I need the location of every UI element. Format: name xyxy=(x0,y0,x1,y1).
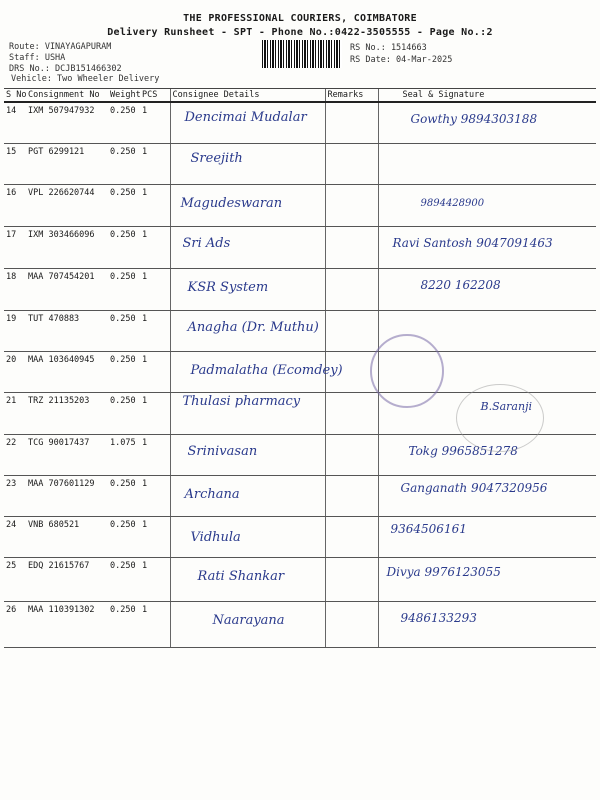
row-consignee xyxy=(170,226,325,268)
row-signature xyxy=(378,226,596,268)
row-remarks xyxy=(325,184,378,226)
col-pcs: PCS xyxy=(140,89,170,103)
vehicle-label: Vehicle: Two Wheeler Delivery xyxy=(11,74,160,84)
staff-label: Staff: USHA xyxy=(9,53,66,63)
row-pcs: 1 xyxy=(140,557,170,601)
row-sno: 26 xyxy=(4,601,26,647)
table-row xyxy=(4,310,596,351)
row-remarks xyxy=(325,475,378,516)
row-pcs: 1 xyxy=(140,434,170,475)
row-consignment: TRZ 21135203 xyxy=(26,392,108,434)
consignee-handwriting: Srinivasan xyxy=(187,443,258,459)
row-sno: 16 xyxy=(4,184,26,226)
row-signature xyxy=(378,268,596,310)
consignee-handwriting: Padmalatha (Ecomdey) xyxy=(190,362,343,378)
row-consignment: MAA 103640945 xyxy=(26,351,108,392)
row-remarks xyxy=(325,268,378,310)
row-consignment: TUT 470883 xyxy=(26,310,108,351)
row-weight: 0.250 xyxy=(108,184,140,226)
company-seal-stamp xyxy=(370,334,444,408)
row-sno: 21 xyxy=(4,392,26,434)
row-weight: 0.250 xyxy=(108,351,140,392)
row-consignee xyxy=(170,184,325,226)
row-consignee xyxy=(170,475,325,516)
row-consignee xyxy=(170,516,325,557)
row-consignee xyxy=(170,601,325,647)
col-sno: S No xyxy=(6,90,27,100)
row-pcs: 1 xyxy=(140,601,170,647)
row-consignee xyxy=(170,102,325,143)
runsheet-table xyxy=(4,88,596,648)
col-seal: Seal & Signature xyxy=(378,89,596,103)
row-pcs: 1 xyxy=(140,143,170,184)
row-signature xyxy=(378,601,596,647)
row-pcs: 1 xyxy=(140,516,170,557)
row-remarks xyxy=(325,516,378,557)
consignee-handwriting: Naarayana xyxy=(212,612,285,628)
row-consignment: VPL 226620744 xyxy=(26,184,108,226)
row-weight: 0.250 xyxy=(108,601,140,647)
row-sno: 23 xyxy=(4,475,26,516)
table-row xyxy=(4,601,596,647)
row-weight: 1.075 xyxy=(108,434,140,475)
route-label: Route: VINAYAGAPURAM xyxy=(9,42,112,52)
consignee-handwriting: Sri Ads xyxy=(182,235,231,251)
table-row xyxy=(4,557,596,601)
signature-handwriting: 8220 162208 xyxy=(420,277,501,292)
row-consignee xyxy=(170,310,325,351)
row-remarks xyxy=(325,310,378,351)
row-consignment: IXM 303466096 xyxy=(26,226,108,268)
row-sno: 18 xyxy=(4,268,26,310)
drs-label: DRS No.: DCJB151466302 xyxy=(9,64,122,74)
col-consignee: Consignee Details xyxy=(170,89,325,103)
row-pcs: 1 xyxy=(140,475,170,516)
row-consignment: VNB 680521 xyxy=(26,516,108,557)
consignee-handwriting: KSR System xyxy=(187,279,269,295)
consignee-handwriting: Dencimai Mudalar xyxy=(184,110,307,125)
row-signature xyxy=(378,475,596,516)
row-consignee xyxy=(170,557,325,601)
signature-handwriting: Gowthy 9894303188 xyxy=(410,112,538,126)
signature-handwriting: Divya 9976123055 xyxy=(386,564,501,579)
row-consignee xyxy=(170,268,325,310)
row-weight: 0.250 xyxy=(108,226,140,268)
rs-number: RS No.: 1514663 xyxy=(350,43,427,53)
signature-handwriting: B.Saranji xyxy=(480,399,533,413)
row-weight: 0.250 xyxy=(108,268,140,310)
row-pcs: 1 xyxy=(140,184,170,226)
pharmacy-seal-stamp xyxy=(456,384,544,452)
row-consignment: IXM 507947932 xyxy=(26,102,108,143)
consignee-handwriting: Anagha (Dr. Muthu) xyxy=(187,319,319,335)
row-pcs: 1 xyxy=(140,310,170,351)
row-weight: 0.250 xyxy=(108,143,140,184)
row-signature xyxy=(378,102,596,143)
row-signature xyxy=(378,143,596,184)
table-header-row xyxy=(4,89,596,103)
consignee-handwriting: Archana xyxy=(184,486,240,502)
row-signature xyxy=(378,557,596,601)
runsheet-subtitle: Delivery Runsheet - SPT - Phone No.:0422-3505555 - Page No.:2 xyxy=(107,27,493,38)
consignee-handwriting: Thulasi pharmacy xyxy=(182,393,301,409)
row-remarks xyxy=(325,557,378,601)
consignee-handwriting: Magudeswaran xyxy=(180,195,283,211)
row-sno: 20 xyxy=(4,351,26,392)
table-row xyxy=(4,268,596,310)
row-consignment: EDQ 21615767 xyxy=(26,557,108,601)
table-row xyxy=(4,475,596,516)
row-consignment: MAA 707454201 xyxy=(26,268,108,310)
row-sno: 15 xyxy=(4,143,26,184)
row-weight: 0.250 xyxy=(108,475,140,516)
row-consignment: MAA 707601129 xyxy=(26,475,108,516)
signature-handwriting: 9364506161 xyxy=(390,521,467,536)
consignee-handwriting: Sreejith xyxy=(190,150,243,166)
row-weight: 0.250 xyxy=(108,102,140,143)
row-weight: 0.250 xyxy=(108,557,140,601)
table-row xyxy=(4,143,596,184)
row-sno: 17 xyxy=(4,226,26,268)
table-row xyxy=(4,102,596,143)
row-signature xyxy=(378,184,596,226)
consignee-handwriting: Vidhula xyxy=(190,529,241,545)
row-consignee xyxy=(170,434,325,475)
row-consignment: MAA 110391302 xyxy=(26,601,108,647)
row-consignment: PGT 6299121 xyxy=(26,143,108,184)
barcode-image xyxy=(262,40,342,68)
signature-handwriting: Tokg 9965851278 xyxy=(408,443,518,458)
col-weight: Weight xyxy=(110,90,141,100)
row-remarks xyxy=(325,434,378,475)
row-weight: 0.250 xyxy=(108,310,140,351)
row-sno: 24 xyxy=(4,516,26,557)
row-pcs: 1 xyxy=(140,351,170,392)
row-remarks xyxy=(325,143,378,184)
signature-handwriting: Ravi Santosh 9047091463 xyxy=(392,235,553,250)
row-sno: 25 xyxy=(4,557,26,601)
row-remarks xyxy=(325,392,378,434)
row-pcs: 1 xyxy=(140,268,170,310)
row-consignment: TCG 90017437 xyxy=(26,434,108,475)
table-row xyxy=(4,184,596,226)
row-consignee xyxy=(170,392,325,434)
row-sno: 14 xyxy=(4,102,26,143)
company-title: THE PROFESSIONAL COURIERS, COIMBATORE xyxy=(183,13,417,24)
row-remarks xyxy=(325,226,378,268)
rs-date: RS Date: 04-Mar-2025 xyxy=(350,55,453,65)
row-weight: 0.250 xyxy=(108,392,140,434)
row-sno: 22 xyxy=(4,434,26,475)
row-pcs: 1 xyxy=(140,102,170,143)
row-consignee xyxy=(170,143,325,184)
signature-handwriting: Ganganath 9047320956 xyxy=(400,480,548,495)
col-remarks: Remarks xyxy=(325,89,378,103)
signature-handwriting: 9894428900 xyxy=(420,197,485,209)
row-pcs: 1 xyxy=(140,226,170,268)
row-consignee xyxy=(170,351,343,392)
consignee-handwriting: Rati Shankar xyxy=(197,568,285,584)
row-remarks xyxy=(325,601,378,647)
col-consignment: Consignment No xyxy=(26,89,108,103)
table-row xyxy=(4,226,596,268)
row-pcs: 1 xyxy=(140,392,170,434)
row-weight: 0.250 xyxy=(108,516,140,557)
row-sno: 19 xyxy=(4,310,26,351)
row-remarks xyxy=(325,102,378,143)
row-signature xyxy=(378,516,596,557)
table-row xyxy=(4,516,596,557)
signature-handwriting: 9486133293 xyxy=(400,610,477,625)
